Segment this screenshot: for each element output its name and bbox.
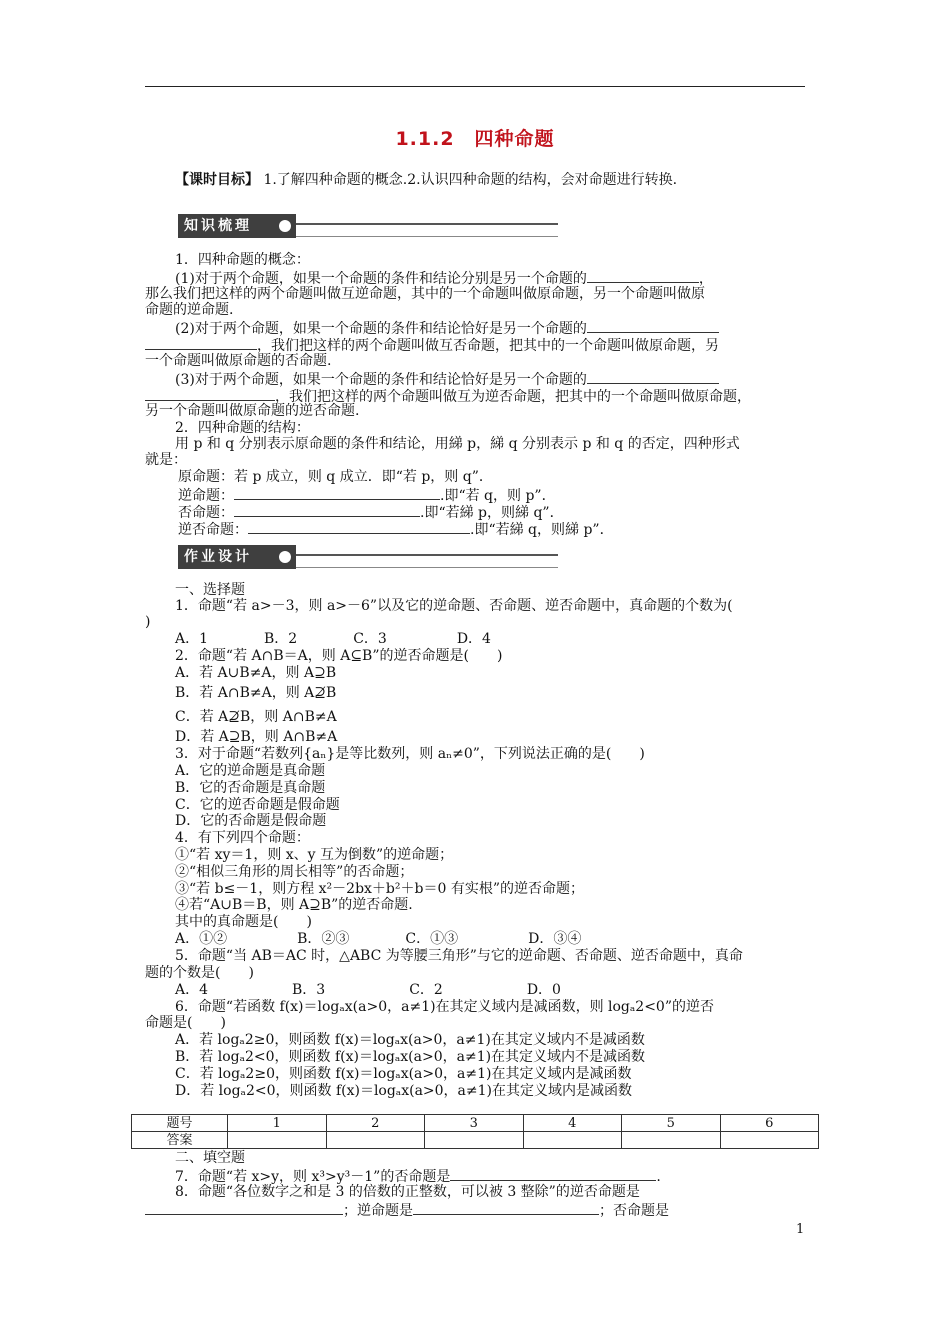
text-line: 原命题：若 p 成立，则 q 成立．即“若 p，则 q”． <box>178 469 493 485</box>
answer-cell[interactable] <box>228 1132 327 1149</box>
answer-blank <box>413 1201 599 1215</box>
option-line: B．它的否命题是真命题 <box>175 780 326 796</box>
text-line: 命题的逆命题. <box>145 302 234 318</box>
table-cell: 2 <box>326 1115 425 1132</box>
option-line: C．若 A⊉B，则 A∩B≠A <box>175 709 337 725</box>
goal-label: 【课时目标】 <box>175 172 259 188</box>
text-line: 1．四种命题的概念： <box>175 252 310 268</box>
text-line: 一个命题叫做原命题的否命题. <box>145 353 332 369</box>
goal-text: 1.了解四种命题的概念.2.认识四种命题的结构，会对命题进行转换. <box>263 172 678 188</box>
question-line: 7．命题“若 x>y，则 x³>y³－1”的否命题是 . <box>175 1169 661 1185</box>
option-line: C．若 logₐ2≥0，则函数 f(x)＝logₐx(a>0，a≠1)在其定义域内是减函数 <box>175 1066 632 1082</box>
question-line: 4．有下列四个命题： <box>175 830 310 846</box>
option-line: B．若 logₐ2<0，则函数 f(x)＝logₐx(a>0，a≠1)在其定义域内不是减函数 <box>175 1049 646 1065</box>
text-line: 逆命题： .即“若 q，则 p”． <box>178 488 556 504</box>
text-line: (1)对于两个命题，如果一个命题的条件和结论分别是另一个命题的 ， <box>175 271 713 287</box>
option-line: D．它的否命题是假命题 <box>175 813 327 829</box>
question-line: 其中的真命题是( ) <box>175 914 312 930</box>
question-line: 8．命题“各位数字之和是 3 的倍数的正整数，可以被 3 整除”的逆否命题是 <box>175 1184 640 1200</box>
question-line: 2．命题“若 A∩B＝A，则 A⊆B”的逆否命题是( ) <box>175 648 503 664</box>
answer-cell[interactable] <box>326 1132 425 1149</box>
table-cell: 6 <box>720 1115 819 1132</box>
answer-blank <box>450 1167 656 1181</box>
answer-cell[interactable] <box>622 1132 721 1149</box>
statement-line: ④若“A∪B＝B，则 A⊇B”的逆否命题. <box>175 897 413 913</box>
banner-dot-icon <box>279 551 291 563</box>
option-line: A．它的逆命题是真命题 <box>175 763 326 779</box>
answer-blank <box>145 336 257 350</box>
table-row <box>132 1115 819 1132</box>
text-line: 另一个命题叫做原命题的逆否命题. <box>145 403 360 419</box>
option-line: A．若 logₐ2≥0，则函数 f(x)＝logₐx(a>0，a≠1)在其定义域内不是减函数 <box>175 1032 645 1048</box>
option-line: B．若 A∩B≠A，则 A⊉B <box>175 685 337 701</box>
table-cell: 题号 <box>132 1115 228 1132</box>
question-line: ) <box>145 614 151 630</box>
answer-blank <box>145 387 275 401</box>
banner-label: 作业设计 <box>178 545 296 569</box>
text-line: (3)对于两个命题，如果一个命题的条件和结论恰好是另一个命题的 <box>175 370 719 389</box>
header-rule <box>145 86 805 87</box>
text-line: 用 p 和 q 分别表示原命题的条件和结论，用綈 p，綈 q 分别表示 p 和 q 的否定，四种形式 <box>175 436 740 452</box>
table-cell: 3 <box>425 1115 524 1132</box>
page-number: 1 <box>796 1222 805 1237</box>
answer-cell[interactable] <box>523 1132 622 1149</box>
section-banner-homework <box>178 545 558 569</box>
statement-line: ①“若 xy＝1，则 x、y 互为倒数”的逆命题； <box>175 847 454 863</box>
section-heading: 一、选择题 <box>175 582 245 598</box>
text-line: 2．四种命题的结构： <box>175 420 310 436</box>
lesson-goal <box>175 172 677 189</box>
answer-cell[interactable] <box>425 1132 524 1149</box>
option-line: D．若 logₐ2<0，则函数 f(x)＝logₐx(a>0，a≠1)在其定义域内是减函数 <box>175 1083 632 1099</box>
table-cell: 1 <box>228 1115 327 1132</box>
question-line: 题的个数是( ) <box>145 965 254 981</box>
answer-blank <box>234 503 420 517</box>
text-line: 那么我们把这样的两个命题叫做互逆命题，其中的一个命题叫做原命题，另一个命题叫做原 <box>145 286 705 302</box>
table-cell: 答案 <box>132 1132 228 1149</box>
section-banner-knowledge <box>178 214 558 238</box>
answer-blank <box>145 1201 343 1215</box>
statement-line: ②“相似三角形的周长相等”的否命题； <box>175 864 414 880</box>
text-line: ，我们把这样的两个命题叫做互为逆否命题，把其中的一个命题叫做原命题， <box>145 387 751 406</box>
question-line: 1．命题“若 a>－3，则 a>－6”以及它的逆命题、否命题、逆否命题中，真命题的个数为( <box>175 598 733 614</box>
banner-label: 知识梳理 <box>178 214 296 238</box>
question-line: 命题是( ) <box>145 1015 226 1031</box>
question-line: 6．命题“若函数 f(x)＝logₐx(a>0，a≠1)在其定义域内是减函数，则 logₐ2<0”的逆否 <box>175 999 714 1015</box>
text-line: (2)对于两个命题，如果一个命题的条件和结论恰好是另一个命题的 <box>175 319 719 338</box>
answer-blank <box>248 520 470 534</box>
statement-line: ③“若 b≤－1，则方程 x²－2bx＋b²＋b＝0 有实根”的逆否命题； <box>175 881 584 897</box>
option-line: A．①② B．②③ C．①③ D．③④ <box>175 931 582 947</box>
table-cell: 5 <box>622 1115 721 1132</box>
option-line: A．若 A∪B≠A，则 A⊇B <box>175 665 337 681</box>
text-line: 就是： <box>145 452 187 468</box>
answer-cell[interactable] <box>720 1132 819 1149</box>
page-title: 1.1.2 四种命题 <box>395 128 555 150</box>
text-line: ，我们把这样的两个命题叫做互否命题，把其中的一个命题叫做原命题，另 <box>145 336 719 355</box>
answer-blank <box>587 319 719 333</box>
text-line: 否命题： .即“若綈 p，则綈 q”． <box>178 505 564 521</box>
option-line: D．若 A⊇B，则 A∩B≠A <box>175 729 338 745</box>
option-line: A．1 B．2 C．3 D．4 <box>175 631 491 647</box>
table-cell: 4 <box>523 1115 622 1132</box>
option-line: A．4 B．3 C．2 D．0 <box>175 982 561 998</box>
answer-blank <box>587 269 699 283</box>
table-row <box>132 1132 819 1149</box>
banner-dot-icon <box>279 220 291 232</box>
option-line: C．它的逆否命题是假命题 <box>175 797 340 813</box>
answer-blank <box>234 486 440 500</box>
answer-blank <box>587 370 719 384</box>
text-line: 逆否命题： .即“若綈 q，则綈 p”． <box>178 522 614 538</box>
question-line: 3．对于命题“若数列{aₙ}是等比数列，则 aₙ≠0”，下列说法正确的是( ) <box>175 746 645 762</box>
answer-table <box>131 1114 819 1149</box>
question-line: ；逆命题是 ；否命题是 <box>145 1201 669 1220</box>
question-line: 5．命题“当 AB＝AC 时，△ABC 为等腰三角形”与它的逆命题、否命题、逆否命题中，真命 <box>175 948 743 964</box>
section-heading: 二、填空题 <box>175 1150 245 1166</box>
